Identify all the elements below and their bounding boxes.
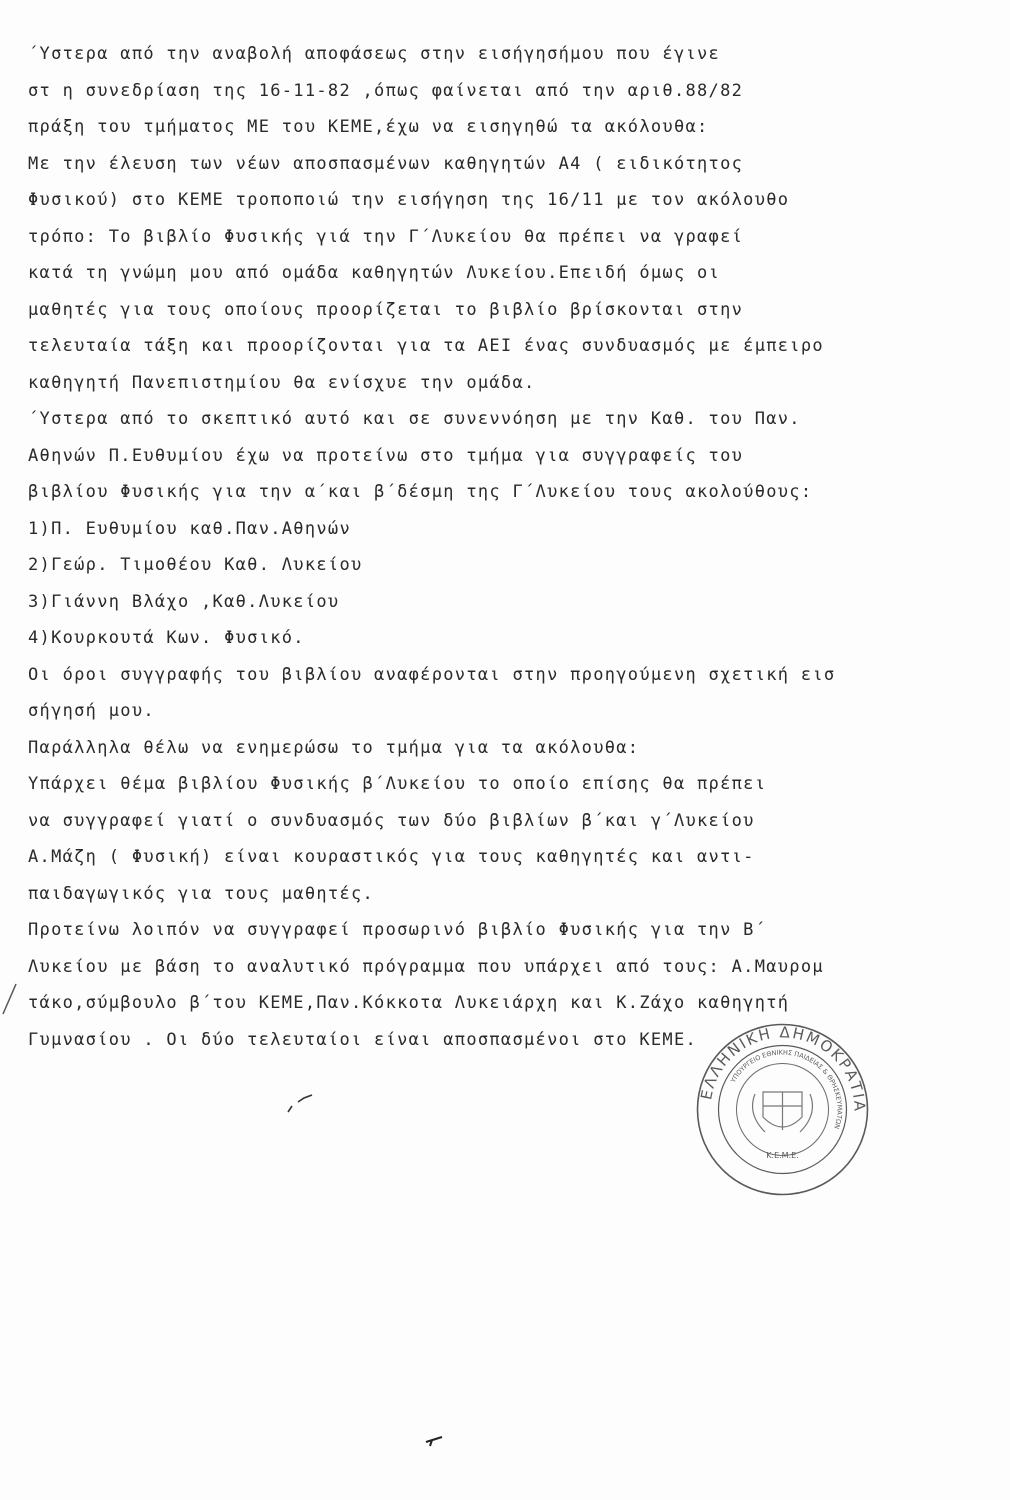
text-line: τάκο,σύμβουλο β΄του ΚΕΜΕ,Παν.Κόκκοτα Λυκειάρχη και Κ.Ζάχο καθηγητή [28,993,790,1013]
text-line: ΄Υστερα από την αναβολή αποφάσεως στην εισήγησήμου που έγινε [28,44,721,64]
pen-mark [284,1092,318,1116]
text-line: Αθηνών Π.Ευθυμίου έχω να προτείνω στο τμήμα για συγγραφείς του [28,445,744,466]
svg-text:ΥΠΟΥΡΓΕΙΟ ΕΘΝΙΚΗΣ ΠΑΙΔΕΙΑΣ & Θ [729,1048,844,1130]
text-line: να συγγραφεί γιατί ο συνδυασμός των δύο βιβλίων β΄και γ΄Λυκείου [28,810,755,831]
list-item: 4)Κουρκουτά Κων. Φυσικό. [28,628,305,648]
list-item: 1)Π. Ευθυμίου καθ.Παν.Αθηνών [28,518,351,539]
text-line: Υπάρχει θέμα βιβλίου Φυσικής β΄Λυκείου το οποίο επίσης θα πρέπει [28,774,767,794]
text-line: πράξη του τμήματος ΜΕ του ΚΕΜΕ,έχω να εισηγηθώ τα ακόλουθα: [28,117,709,137]
text-line: παιδαγωγικός για τους μαθητές. [28,883,375,904]
text-line: σήγησή μου. [28,701,155,721]
text-line: Παράλληλα θέλω να ενημερώσω το τμήμα για τα ακόλουθα: [28,737,640,758]
list-item: 3)Γιάννη Βλάχο ,Καθ.Λυκείου [28,591,340,612]
text-line: βιβλίου Φυσικής για την α΄και β΄δέσμη της Γ΄Λυκείου τους ακολούθους: [28,482,813,502]
list-item: 2)Γεώρ. Τιμοθέου Καθ. Λυκείου [28,555,363,575]
stamp-outer-text: ΕΛΛΗΝΙΚΗ ΔΗΜΟΚΡΑΤΙΑ [697,1023,869,1114]
official-stamp [695,1022,870,1197]
text-line: Με την έλευση των νέων αποσπασμένων καθηγητών Α4 ( ειδικότητος [28,153,744,174]
margin-pen-mark [0,980,20,1020]
text-line: Φυσικού) στο ΚΕΜΕ τροποποιώ την εισήγηση της 16/11 με τον ακόλουθο [28,190,790,210]
text-line: Α.Μάζη ( Φυσική) είναι κουραστικός για τους καθηγητές και αντι- [28,847,755,867]
coat-of-arms-icon [753,1092,813,1132]
text-line: Λυκείου με βάση το αναλυτικό πρόγραμμα που υπάρχει από τους: Α.Μαυρομ [28,956,824,977]
text-line: Οι όροι συγγραφής του βιβλίου αναφέρονται στην προηγούμενη σχετική εισ [28,664,836,685]
text-line: στ η συνεδρίαση της 16-11-82 ,όπως φαίνεται από την αριθ.88/82 [28,80,744,101]
pen-mark [424,1432,446,1448]
text-line: τρόπο: Το βιβλίο Φυσικής γιά την Γ΄Λυκείου θα πρέπει να γραφεί [28,226,744,247]
text-line: Γυμνασίου . Οι δύο τελευταίοι είναι αποσπασμένοι στο ΚΕΜΕ. [28,1029,698,1050]
text-line: μαθητές για τους οποίους προορίζεται το βιβλίο βρίσκονται στην [28,299,744,320]
typed-text-body [28,36,1003,1058]
text-line: καθηγητή Πανεπιστημίου θα ενίσχυε την ομάδα. [28,372,536,393]
text-line: τελευταία τάξη και προορίζονται για τα ΑΕΙ ένας συνδυασμός με έμπειρο [28,336,824,356]
text-line: Προτείνω λοιπόν να συγγραφεί προσωρινό βιβλίο Φυσικής για την Β΄ [28,920,767,940]
text-line: ΄Υστερα από το σκεπτικό αυτό και σε συνεννόηση με την Καθ. του Παν. [28,409,801,429]
stamp-bottom-text: Κ.Ε.Μ.Ε. [766,1151,799,1160]
text-line: κατά τη γνώμη μου από ομάδα καθηγητών Λυκείου.Επειδή όμως οι [28,263,721,283]
stamp-inner-text: ΥΠΟΥΡΓΕΙΟ ΕΘΝΙΚΗΣ ΠΑΙΔΕΙΑΣ & ΘΡΗΣΚΕΥΜΑΤΩΝ [729,1048,844,1130]
